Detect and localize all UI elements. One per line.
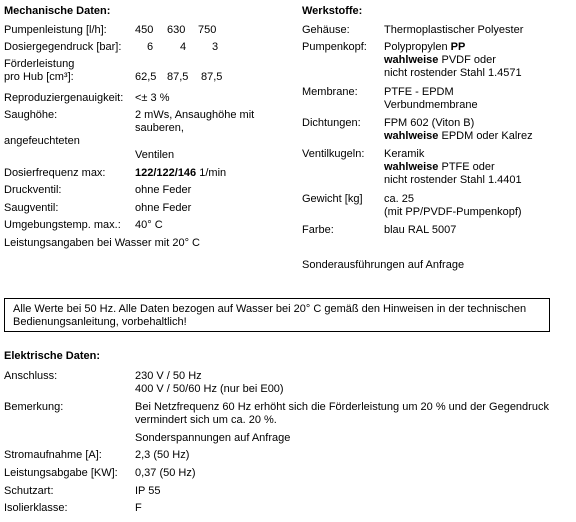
protection-label: Schutzart:	[4, 485, 54, 497]
pump-head-value-line-3: nicht rostender Stahl 1.4571	[384, 67, 522, 79]
pump-capacity-value-3: 750	[198, 24, 217, 36]
valve-balls-value-line-1: Keramik	[384, 148, 425, 160]
pump-head-material: Polypropylen	[384, 41, 451, 53]
pressure-valve-label: Druckventil:	[4, 184, 62, 196]
seals-value-line-2	[384, 130, 533, 143]
insulation-label: Isolierklasse:	[4, 502, 68, 514]
suction-value-line-1: 2 mWs, Ansaughöhe mit	[135, 109, 255, 121]
valve-balls-label: Ventilkugeln:	[302, 148, 365, 160]
mechanical-title: Mechanische Daten:	[4, 5, 111, 17]
suction-value-line-2: sauberen,	[135, 122, 184, 134]
remark-value-line-1: Bei Netzfrequenz 60 Hz erhöht sich die Förderleistung um 20 % und der Gegendruck	[135, 401, 549, 413]
stroke-value-2: 87,5	[167, 71, 189, 83]
membrane-value-line-2: Verbundmembrane	[384, 99, 478, 111]
pump-head-value-line-2	[384, 54, 496, 67]
special-versions-note: Sonderausführungen auf Anfrage	[302, 259, 465, 271]
notice-box	[4, 298, 550, 332]
pressure-valve-value: ohne Feder	[135, 184, 192, 196]
current-label: Stromaufnahme [A]:	[4, 449, 102, 461]
valve-balls-option-keyword: wahlweise	[384, 161, 439, 173]
pump-head-value-line-1	[384, 41, 465, 54]
stroke-label-line-2: pro Hub [cm³]:	[4, 71, 74, 83]
back-pressure-label: Dosiergegendruck [bar]:	[4, 41, 122, 53]
valve-balls-value-line-2	[384, 161, 495, 174]
housing-label: Gehäuse:	[302, 24, 350, 36]
weight-label: Gewicht [kg]	[302, 193, 363, 205]
seals-option-keyword: wahlweise	[384, 130, 439, 142]
connection-value-line-1: 230 V / 50 Hz	[135, 370, 202, 382]
suction-extra-line-2: Ventilen	[135, 149, 175, 161]
back-pressure-value-1: 6	[147, 41, 154, 53]
power-label: Leistungsabgabe [KW]:	[4, 467, 118, 479]
weight-value-line-2: (mit PP/PVDF-Pumpenkopf)	[384, 206, 522, 218]
membrane-label: Membrane:	[302, 86, 358, 98]
stroke-value-3: 87,5	[201, 71, 223, 83]
pump-capacity-value-1: 450	[135, 24, 154, 36]
ambient-temp-value: 40° C	[135, 219, 163, 231]
connection-value-line-2: 400 V / 50/60 Hz (nur bei E00)	[135, 383, 284, 395]
frequency-label: Dosierfrequenz max:	[4, 167, 106, 179]
performance-note: Leistungsangaben bei Wasser mit 20° C	[4, 237, 200, 249]
protection-value: IP 55	[135, 485, 161, 497]
housing-value: Thermoplastischer Polyester	[384, 24, 524, 36]
color-value: blau RAL 5007	[384, 224, 457, 236]
suction-extra-line-1: angefeuchteten	[4, 135, 80, 147]
valve-balls-value-line-3: nicht rostender Stahl 1.4401	[384, 174, 522, 186]
frequency-value	[135, 167, 226, 180]
electrical-title: Elektrische Daten:	[4, 350, 100, 362]
notice-text: Alle Werte bei 50 Hz. Alle Daten bezogen auf Wasser bei 20° C gemäß den Hinweisen in der technischen Bedienungsanleitung, vorbehaltlich!	[13, 303, 527, 328]
suction-label: Saughöhe:	[4, 109, 58, 121]
frequency-value-numbers: 122/122/146	[135, 167, 197, 179]
stroke-value-1: 62,5	[135, 71, 157, 83]
remark-value-line-2: vermindert sich um ca. 20 %.	[135, 414, 277, 426]
reproducibility-value: <± 3 %	[135, 92, 170, 104]
seals-label: Dichtungen:	[302, 117, 361, 129]
ambient-temp-label: Umgebungstemp. max.:	[4, 219, 121, 231]
membrane-value-line-1: PTFE - EPDM	[384, 86, 454, 98]
suction-valve-value: ohne Feder	[135, 202, 192, 214]
back-pressure-value-2: 4	[180, 41, 187, 53]
pump-capacity-value-2: 630	[167, 24, 186, 36]
pump-capacity-label: Pumpenleistung [l/h]:	[4, 24, 107, 36]
seals-value-line-1: FPM 602 (Viton B)	[384, 117, 475, 129]
power-value: 0,37 (50 Hz)	[135, 467, 196, 479]
current-value: 2,3 (50 Hz)	[135, 449, 190, 461]
pump-head-option: PVDF oder	[438, 54, 496, 66]
color-label: Farbe:	[302, 224, 334, 236]
reproducibility-label: Reproduziergenauigkeit:	[4, 92, 124, 104]
back-pressure-value-3: 3	[212, 41, 219, 53]
suction-valve-label: Saugventil:	[4, 202, 59, 214]
materials-title: Werkstoffe:	[302, 5, 363, 17]
weight-value-line-1: ca. 25	[384, 193, 414, 205]
stroke-label-line-1: Förderleistung	[4, 58, 75, 70]
pump-head-label: Pumpenkopf:	[302, 41, 367, 53]
pump-head-material-code: PP	[450, 41, 466, 53]
insulation-value: F	[135, 502, 142, 514]
seals-option: EPDM oder Kalrez	[438, 130, 533, 142]
valve-balls-option: PTFE oder	[438, 161, 495, 173]
frequency-unit: 1/min	[196, 167, 227, 179]
remark-label: Bemerkung:	[4, 401, 64, 413]
pump-head-option-keyword: wahlweise	[384, 54, 439, 66]
special-voltage-note: Sonderspannungen auf Anfrage	[135, 432, 291, 444]
connection-label: Anschluss:	[4, 370, 58, 382]
